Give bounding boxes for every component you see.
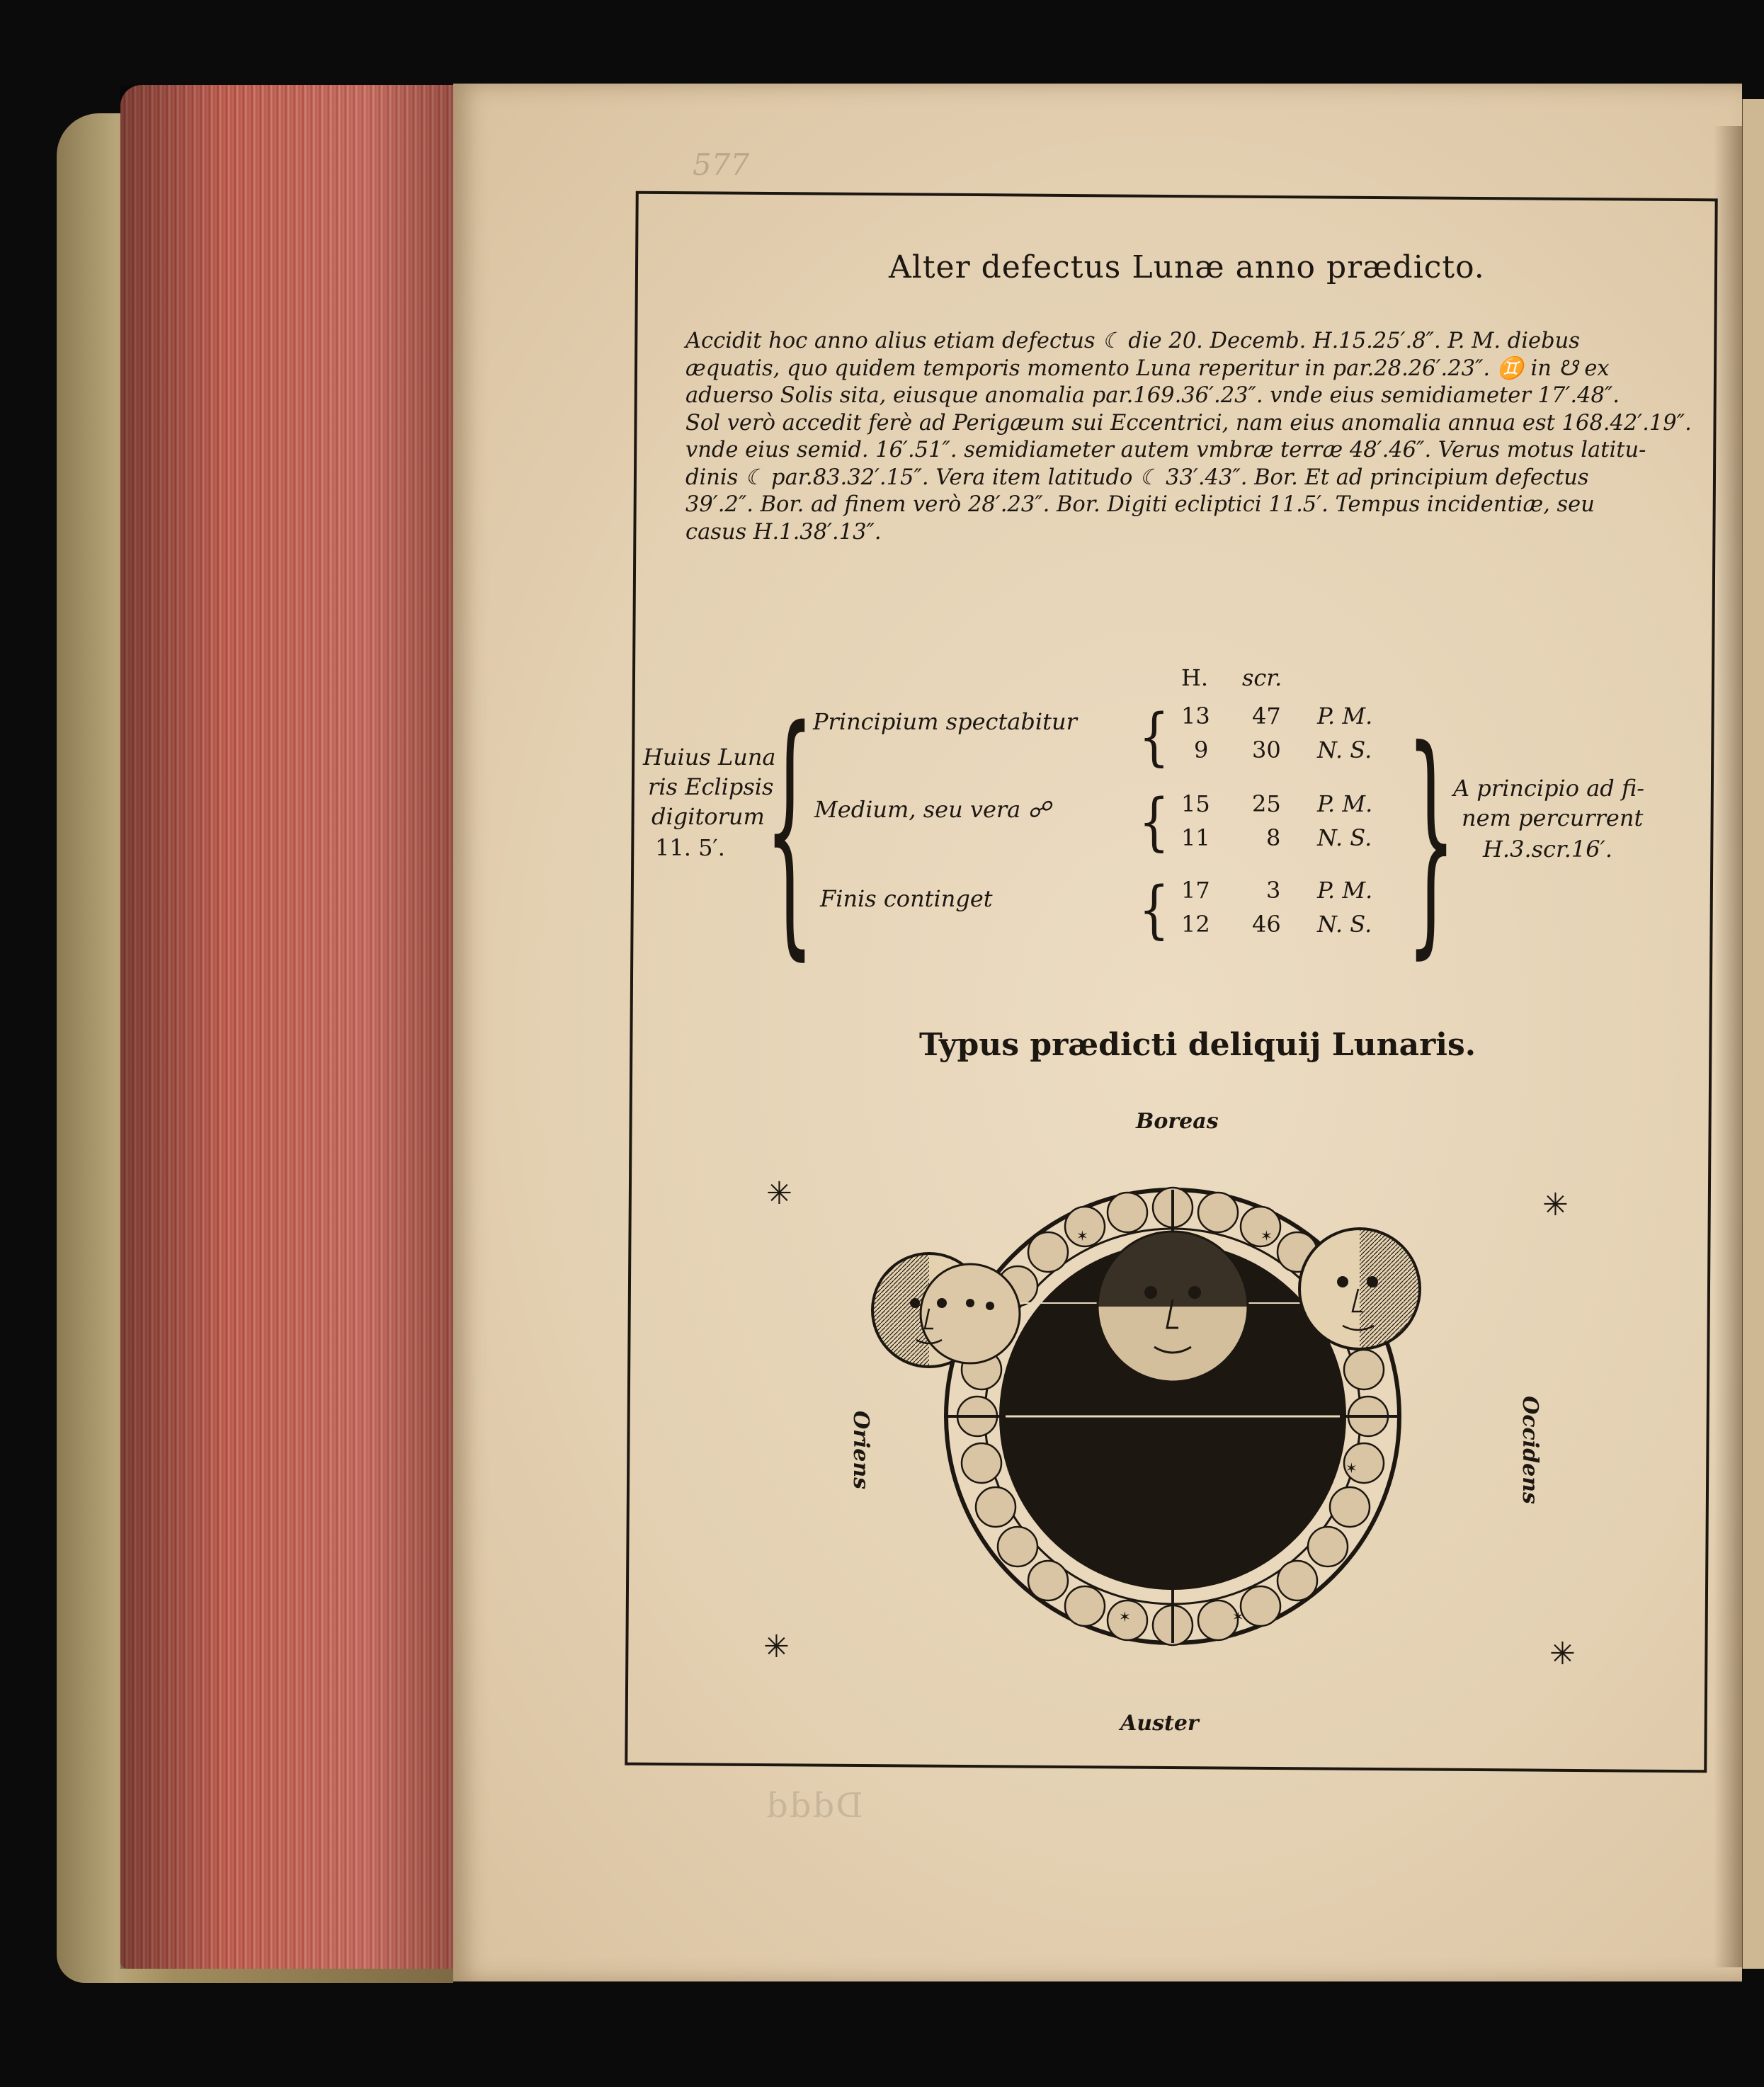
show-through-signature-mark: Dddd: [765, 1786, 863, 1826]
phase-brace: {: [1139, 786, 1170, 859]
svg-text:✶: ✶: [1076, 1227, 1088, 1244]
paragraph-line: casus H.1.38′.13″.: [685, 519, 882, 545]
phase-label-principium: Principium spectabitur: [813, 708, 1077, 735]
cell-time-tag: P. M.: [1317, 877, 1373, 904]
cell-time-tag: P. M.: [1317, 703, 1373, 729]
book-page-edges: [120, 85, 474, 1969]
diagram-title: Typus prædicti deliquij Lunaris.: [919, 1027, 1476, 1063]
cell-hours: 9: [1194, 737, 1209, 763]
phase-brace: {: [1139, 701, 1170, 774]
eclipse-diagram: [864, 1161, 1430, 1671]
svg-text:✶: ✶: [1261, 1227, 1273, 1244]
paragraph-line: Sol verò accedit ferè ad Perigæum sui Eccentrici, nam eius anomalia annua est 168.42′.19″.: [685, 410, 1692, 436]
star-icon: ✳: [766, 1176, 792, 1212]
paragraph-line: aduerso Solis sita, eiusque anomalia par.169.36′.23″. vnde eius semidiameter 17′.48″.: [685, 383, 1620, 408]
right-note-line: H.3.scr.16′.: [1483, 836, 1613, 863]
column-header-scrupula: scr.: [1242, 664, 1282, 691]
paragraph-line: Accidit hoc anno alius etiam defectus ☾ die 20. Decemb. H.15.25′.8″. P. M. diebus: [685, 329, 1580, 353]
left-label-line: digitorum: [651, 803, 765, 830]
right-note-line: A principio ad fi-: [1453, 775, 1645, 802]
section-heading: Alter defectus Lunæ anno prædicto.: [889, 249, 1485, 285]
left-label-line: 11. 5′.: [655, 834, 725, 861]
paragraph-line: dinis ☾ par.83.32′.15″. Vera item latitudo ☾ 33′.43″. Bor. Et ad principium defectus: [685, 465, 1589, 490]
svg-text:✶: ✶: [1119, 1608, 1131, 1625]
cell-scrupula: 47: [1252, 703, 1281, 729]
direction-south-label: Auster: [1120, 1711, 1199, 1736]
svg-text:✶: ✶: [1345, 1460, 1358, 1477]
cell-scrupula: 46: [1252, 911, 1281, 938]
paragraph-line: vnde eius semid. 16′.51″. semidiameter autem vmbræ terræ 48′.46″. Verus motus latitu-: [685, 438, 1646, 462]
svg-text:✶: ✶: [1232, 1608, 1244, 1625]
paragraph-line: 39′.2″. Bor. ad finem verò 28′.23″. Bor. Digiti ecliptici 11.5′. Tempus incidentiæ, seu: [685, 492, 1595, 517]
moon-center-icon: [1098, 1232, 1248, 1382]
cell-scrupula: 25: [1252, 790, 1281, 817]
star-icon: ✳: [1549, 1636, 1576, 1672]
cell-time-tag: N. S.: [1317, 824, 1372, 851]
cell-time-tag: N. S.: [1317, 737, 1372, 763]
left-brace: {: [765, 674, 814, 983]
cell-time-tag: P. M.: [1317, 790, 1373, 817]
right-brace: }: [1406, 698, 1456, 979]
paragraph-line: æquatis, quo quidem temporis momento Luna reperitur in par.28.26′.23″. ♊ in ☋ ex: [685, 356, 1610, 381]
cell-scrupula: 30: [1252, 737, 1281, 763]
page-number: 577: [693, 147, 750, 182]
cell-scrupula: 8: [1266, 824, 1281, 851]
body-paragraph: [685, 328, 1691, 546]
star-icon: ✳: [763, 1629, 790, 1665]
facing-page-edge: [1741, 99, 1764, 1969]
cell-hours: 13: [1181, 703, 1210, 729]
star-icon: ✳: [1542, 1187, 1569, 1223]
cell-hours: 11: [1181, 824, 1210, 851]
direction-west-label: Occidens: [1517, 1396, 1542, 1504]
phase-label-medium: Medium, seu vera ☍: [814, 796, 1051, 823]
phase-label-finis: Finis continget: [820, 885, 993, 912]
page-gutter-shadow: [1714, 126, 1742, 1967]
moon-right-icon: [1299, 1229, 1420, 1349]
cell-scrupula: 3: [1266, 877, 1281, 904]
cell-hours: 15: [1181, 790, 1210, 817]
svg-text:✶: ✶: [1006, 1460, 1018, 1477]
cell-hours: 17: [1181, 877, 1210, 904]
direction-north-label: Boreas: [1136, 1109, 1219, 1134]
column-header-hours: H.: [1181, 664, 1209, 691]
cell-time-tag: N. S.: [1317, 911, 1372, 938]
left-label-line: ris Eclipsis: [648, 773, 774, 800]
left-label-line: Huius Luna: [643, 744, 776, 770]
cell-hours: 12: [1181, 911, 1210, 938]
phase-brace: {: [1139, 874, 1170, 947]
direction-east-label: Oriens: [848, 1410, 874, 1490]
right-note-line: nem percurrent: [1462, 804, 1644, 831]
